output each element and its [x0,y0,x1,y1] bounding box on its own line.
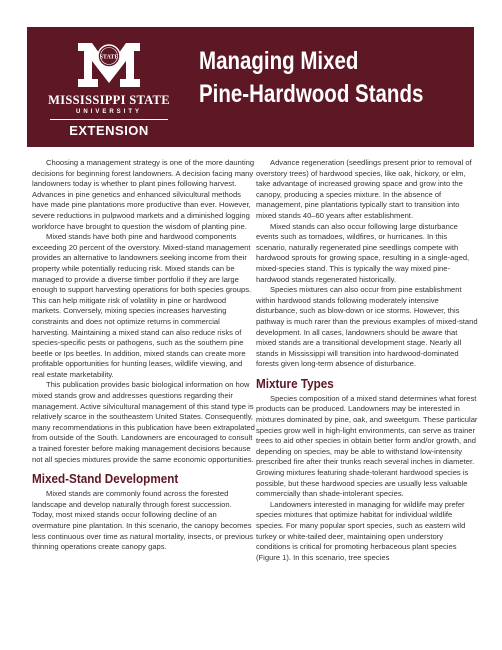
body-paragraph: Species composition of a mixed stand determines what forest products can be produced. Landowners may be interested in mixtures dominated by pine, oak, and sweetgum. These particular species grow well in high-light environments, can serve as trainer trees to aid other species in obtain better form and/or growth, and depending on species, may be able to withstand low-intensity prescribed fire after their trunks reach several inches in diameter. Growing mixtures featuring shade-tolerant hardwood species is possible, but these hardwood species are usually less valuable commercially than shade-intolerant species. [256,393,478,499]
section-heading-mixed-stand-development: Mixed-Stand Development [32,471,179,487]
body-paragraph: Species mixtures can also occur from pine establishment within hardwood stands following moderately intensive disturbance, such as blow-down or ice storms. However, this pathway is much rarer than the previous examples of mixed-stand development. In all cases, landowners should be aware that mixed stands are a transitional development stage. Nearly all stands in Mississippi will transition into hardwood-dominated forests given long-term absence of disturbance. [256,285,478,369]
title-line-2: Pine-Hardwood Stands [199,80,424,108]
left-column [32,158,255,553]
right-column [256,158,479,563]
body-paragraph: Mixed stands are commonly found across the forested landscape and develop naturally through forest succession. Today, most mixed stands occur following decline of an overmature pine plantation. In this scenario, the canopy becomes less continuous over time as natural mortality, insects, or previous thinning operations create canopy gaps. [32,489,254,552]
body-paragraph: Mixed stands can also occur following large disturbance events such as tornadoes, wildfires, or hurricanes. In this scenario, naturally regenerated pine seedlings compete with hardwood sprouts for growing space, resulting in a single-aged, mixed-species stand. This is typically the way mixed pine-hardwood stands regenerated historically. [256,221,470,284]
section-heading-mixture-types: Mixture Types [256,375,334,391]
institution-name: MISSISSIPPI STATE [48,93,170,107]
institution-subname: UNIVERSITY [75,109,142,115]
seal-text: STATE [99,54,119,61]
extension-label: EXTENSION [69,123,149,138]
body-paragraph: Advance regeneration (seedlings present prior to removal of overstory trees) of hardwood species, like oak, hickory, or elm, take advantage of increased growing space and grow into the canopy, producing a species mixture. In the absence of management, pine plantations typically start to transition into mixed stands 40–60 years after establishment. [256,158,472,220]
body-paragraph: Choosing a management strategy is one of the more daunting decisions for beginning forest landowners. A decision facing many landowners today is whether to plant pines following harvest. Advances in pine genetics and enhanced silvicultural methods have made pine plantations more productive than ever. However, severe reductions in pulpwood markets and a diminished logging workforce have brought to question the wisdom of planting pine. [32,158,255,231]
msu-extension-logo [39,39,179,139]
header-banner [27,27,474,147]
logo-divider [50,119,168,120]
page-title [199,45,423,111]
msu-m-seal-icon [76,39,142,91]
body-paragraph: Landowners interested in managing for wildlife may prefer species mixtures that optimize habitat for individual wildlife species. For many popular sport species, such as eastern wild turkey or white-tailed deer, maintaining open understory conditions is critical for promoting herbaceous plant species (Figure 1). In this scenario, tree species [256,499,466,562]
title-line-1: Managing Mixed [199,47,359,75]
body-paragraph: This publication provides basic biological information on how mixed stands grow and addresses questions regarding their management. Active silvicultural management of this stand type is relatively scarce in the southeastern United States. Consequently, many recommendations in this publication have been extrapolated from outside of the South. Landowners are encouraged to consult a trained forester before making management decisions because not all species mixtures provide the same economic opportunities. [32,380,255,464]
body-paragraph: Mixed stands have both pine and hardwood components exceeding 20 percent of the overstory. Mixed-stand management provides an alternative to landowners seeking income from their property while potentially reducing risk. Mixed stands can be managed to provide a diverse timber portfolio if they are large enough to support harvesting operations for both species groups. This can help mitigate risk of volatility in pine or hardwood markets. Conversely, mixing species increases harvesting constraints and does not optimize returns in commercial harvesting. Maintaining a mixed stand can also reduce risks of species-specific pests or pathogens, such as the southern pine beetle or Ips beetles. In addition, mixed stands can create more profitable opportunities for hunting leases, wildlife viewing, and real estate marketability. [32,232,252,379]
